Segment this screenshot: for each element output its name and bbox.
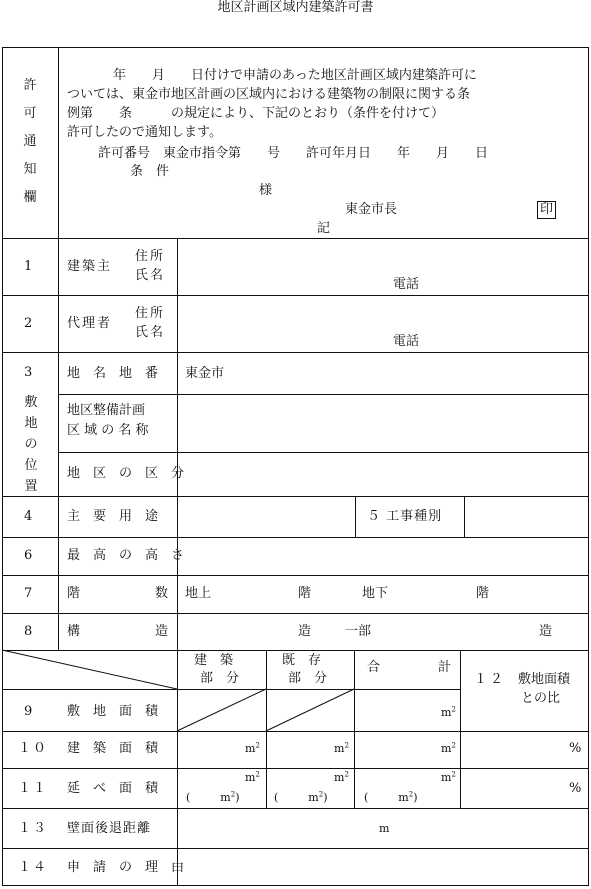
phone-label: 電話 [393,334,420,349]
floors-label-right: 数 [155,586,169,601]
sqm-unit-letter: m [334,771,345,784]
sqm-unit: $m^2$ [245,770,260,784]
paren-open: ( [364,791,369,804]
agent-label: 代理者 [67,316,113,331]
row-number: 3 [24,365,33,380]
paren-open: ( [274,791,279,804]
row-number: 4 [24,509,33,524]
floor-unit: 階 [298,586,312,601]
site-label-char: 位 [24,458,38,473]
sqm-unit-letter: m [441,771,452,784]
district-class-label: 地 区 の 区 分 [67,466,185,481]
paren-close: ) [413,791,418,804]
percent-unit: % [569,741,582,756]
total-header-right: 計 [438,660,452,675]
row-number: 9 [24,704,33,719]
ratio-header-1: 敷地面積 [518,672,571,687]
main-use-label: 主 要 用 途 [67,509,159,524]
sqm-unit: $m^2$ [441,705,456,719]
below-ground-label: 地下 [362,586,389,601]
sqm-unit-letter: m [245,742,256,755]
site-label-char: の [24,437,38,452]
existing-part-header-1: 既 存 [282,653,322,668]
sqm-unit: $m^2$ [441,770,456,784]
row-number: １１ [18,781,49,796]
notice-line-1: 年 月 日付けで申請のあった地区計画区域内建築許可に [113,68,477,83]
plan-area-label-2: 区 域 の 名 称 [67,423,149,438]
notice-label-char: 通 [23,134,37,149]
address-label: 住所 [135,306,166,321]
new-part-header-2: 部 分 [200,671,240,686]
sqm-unit-letter: m [441,742,452,755]
work-type-label: ５ 工事種別 [367,509,443,524]
name-label: 氏名 [135,325,166,340]
row-number: 2 [24,316,33,331]
row-number: 8 [24,624,33,639]
applicant-label: 建築主 [67,259,113,274]
notice-line-3: 例第 条 の規定により、下記のとおり（条件を付けて） [67,106,445,121]
site-label-char: 地 [24,416,38,431]
sqm-unit: $m^2$ [441,741,456,755]
ratio-header-number: １２ [474,672,507,687]
chiban-value: 東金市 [185,366,225,381]
meter-unit: m [379,822,390,835]
structure-unit: 造 [298,624,312,639]
chiban-label: 地 名 地 番 [67,366,159,381]
sqm-unit-letter: m [398,791,409,804]
address-label: 住所 [135,249,166,264]
ki-label: 記 [317,221,331,236]
sqm-unit-letter: m [334,742,345,755]
addressee-sama: 様 [259,183,273,198]
notice-line-2: ついては、東金市地区計画の区域内における建築物の制限に関する条 [67,87,471,102]
site-side-label [22,392,40,497]
total-header-left: 合 [367,660,381,675]
site-label-char: 敷 [24,395,38,410]
notice-side-label [21,72,39,212]
sqm-unit: $m^2$ [245,741,260,755]
row-number: 6 [24,548,33,563]
notice-label-char: 許 [23,78,37,93]
structure-unit: 造 [539,624,553,639]
percent-unit: % [569,781,582,796]
notice-label-char: 可 [23,106,37,121]
paren-close: ) [235,791,240,804]
floor-area-label: 延 べ 面 積 [67,781,159,796]
row-number: １４ [18,860,49,875]
building-area-label: 建 築 面 積 [67,741,159,756]
structure-label-left: 構 [67,624,81,639]
floors-label-left: 階 [67,586,81,601]
paren-sqm: ( $m^2$) [364,790,418,804]
row-number: １０ [18,741,49,756]
notice-label-char: 知 [23,162,37,177]
new-part-header-1: 建 築 [194,653,234,668]
phone-label: 電話 [393,277,420,292]
paren-close: ) [323,791,328,804]
paren-open: ( [186,791,191,804]
reason-label: 申 請 の 理 由 [67,860,185,875]
site-area-label: 敷 地 面 積 [67,704,159,719]
sqm-unit-letter: m [308,791,319,804]
permit-number-line: 許可番号 東金市指令第 号 許可年月日 年 月 日 [98,146,489,161]
row-number: 7 [24,586,33,601]
mayor-name: 東金市長 [345,202,398,217]
sqm-unit-letter: m [245,771,256,784]
row-number: １３ [18,821,49,836]
setback-label: 壁面後退距離 [67,821,152,836]
seal-mark: 印 [537,201,556,219]
plan-area-label-1: 地区整備計画 [67,403,146,418]
name-label: 氏名 [135,268,166,283]
paren-sqm: ( $m^2$) [274,790,328,804]
sqm-unit: $m^2$ [334,741,349,755]
sqm-unit-letter: m [441,706,452,719]
above-ground-label: 地上 [185,586,212,601]
notice-label-char: 欄 [23,190,37,205]
sqm-unit: $m^2$ [334,770,349,784]
existing-part-header-2: 部 分 [288,671,328,686]
floor-unit: 階 [476,586,490,601]
document-title: 地区計画区域内建築許可書 [217,0,374,15]
paren-sqm: ( $m^2$) [186,790,240,804]
sqm-unit-letter: m [220,791,231,804]
conditions-label: 条 件 [130,164,170,179]
row-number: 1 [24,259,33,274]
ratio-header-2: との比 [521,691,561,706]
partial-label: 一部 [345,624,372,639]
max-height-label: 最 高 の 高 さ [67,548,185,563]
notice-line-4: 許可したので通知します。 [67,125,222,140]
structure-label-right: 造 [155,624,169,639]
site-label-char: 置 [24,479,38,494]
